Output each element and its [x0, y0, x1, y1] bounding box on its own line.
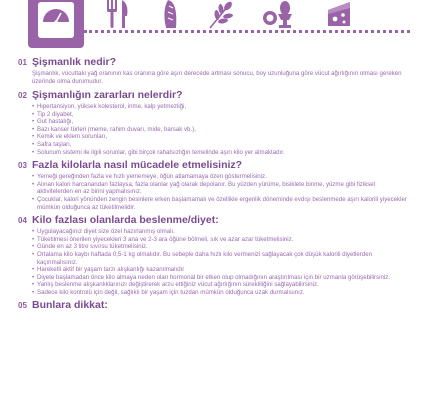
section-title: Fazla kilolarla nasıl mücadele etmelisiniz?	[32, 159, 243, 172]
list-item: • Solunum sistemi ile ilgili sorunlar, gibi birçok rahatsızlığın temelinde aşırı kilo yer almaktadır.	[32, 149, 410, 157]
fork-knife-icon	[104, 0, 134, 30]
section-number: 05	[18, 301, 27, 311]
article-body	[18, 56, 410, 314]
list-item: • Bazı kanser türleri (meme, rahim duvarı, mide, barsak vb.),	[32, 126, 410, 134]
egg-cup-icon	[262, 0, 294, 30]
header-banner	[0, 0, 427, 48]
list-item: • Safra taşları,	[32, 141, 410, 149]
list-item: • Uygulayacağınız diyet size özel hazırlanmış olmalı.	[32, 228, 410, 236]
section-what-is-obesity	[18, 56, 410, 86]
list-item: • Yanlış beslenme alışkanlıklarınızı değiştirerek arzu ettiğiniz vücut ağırlığının sürekliliğini sağlayabilirsiniz.	[32, 281, 410, 289]
section-title: Şişmanlığın zararları nelerdir?	[32, 89, 183, 101]
bread-icon	[160, 0, 184, 30]
section-title: Bunlara dikkat:	[32, 299, 108, 312]
section-title: Kilo fazlası olanlarda beslenme/diyet:	[32, 214, 219, 227]
list-item: • Yemeği gereğinden fazla ve hızlı yememeye, öğün atlamamaya özen göstermelisiniz.	[32, 173, 410, 181]
list-item: • Çocuklar, kalori yönünden zengin besinlere erken başlamamalı ve özellikle ergenlik döneminde evdışı beslenmede aşırı kalorili yiyecekler mümkün olduğunca az tüketilmelidir.	[32, 196, 410, 211]
scale-icon	[38, 2, 74, 38]
section-title: Şişmanlık nedir?	[32, 56, 117, 68]
harms-list	[32, 103, 410, 156]
section-number: 03	[18, 161, 27, 171]
list-item: • Gut hastalığı,	[32, 118, 410, 126]
section-paragraph: Şişmanlık, vücuttaki yağ oranının kas oranına göre aşırı derecede artması sonucu, boy uzunluğuna göre vücut ağırlığının olması gereken üzerinde olma durumudur.	[32, 70, 402, 85]
fight-list	[32, 173, 410, 211]
list-item: • Tüketilmesi önerilen yiyecekleri 3 ana ve 2-3 ara öğüne bölmeli, sık ve azar azar tüketmelisiniz.	[32, 236, 410, 244]
dotted-divider	[84, 30, 410, 33]
section-number: 01	[18, 58, 27, 67]
cheese-icon	[326, 0, 354, 30]
section-number: 02	[18, 91, 27, 100]
section-number: 04	[18, 216, 27, 226]
list-item: • Hareketli aktif bir yaşam tarzı alışkanlığı kazanılmalıdır	[32, 266, 410, 274]
list-item: • Alınan kalori harcanandan fazlaysa, fazla olanlar yağ olarak depolanır. Bu yüzden yürüme, bisiklete binme, yüzme gibi fiziksel aktivitelerden en az birini yapmalısınız.	[32, 181, 410, 196]
wheat-icon	[206, 0, 236, 30]
list-item: • Günde en az 3 litre sıvı/su tüketmelisiniz.	[32, 243, 410, 251]
list-item: • Diyete başlamadan önce kilo almaya neden olan hormonal bir etken olup olmadığının araştırılması için bir uzmanla görüşebilirsiniz.	[32, 274, 410, 282]
list-item: • Kemik ve eklem sorunları,	[32, 133, 410, 141]
scale-icon-box	[28, 0, 84, 48]
section-fight-weight	[18, 159, 410, 211]
list-item: • Sadece kilo kontrolü için değil, sağlıklı bir yaşam için tuzdan mümkün olduğunca uzak durmalısınız.	[32, 289, 410, 297]
section-diet	[18, 214, 410, 296]
section-attention	[18, 299, 410, 311]
list-item: • Hipertansiyon, yüksek kolesterol, inme, kalp yetmezliği,	[32, 103, 410, 111]
section-harms	[18, 89, 410, 156]
list-item: • Ortalama kilo kaybı haftada 0,5-1 kg olmalıdır. Bu sebeple daha hızlı kilo vermenizi sağlayacak çok düşük kalorili diyetlerden kaçınmalısınız.	[32, 251, 410, 266]
list-item: • Tip 2 diyabet,	[32, 111, 410, 119]
diet-list	[32, 228, 410, 296]
